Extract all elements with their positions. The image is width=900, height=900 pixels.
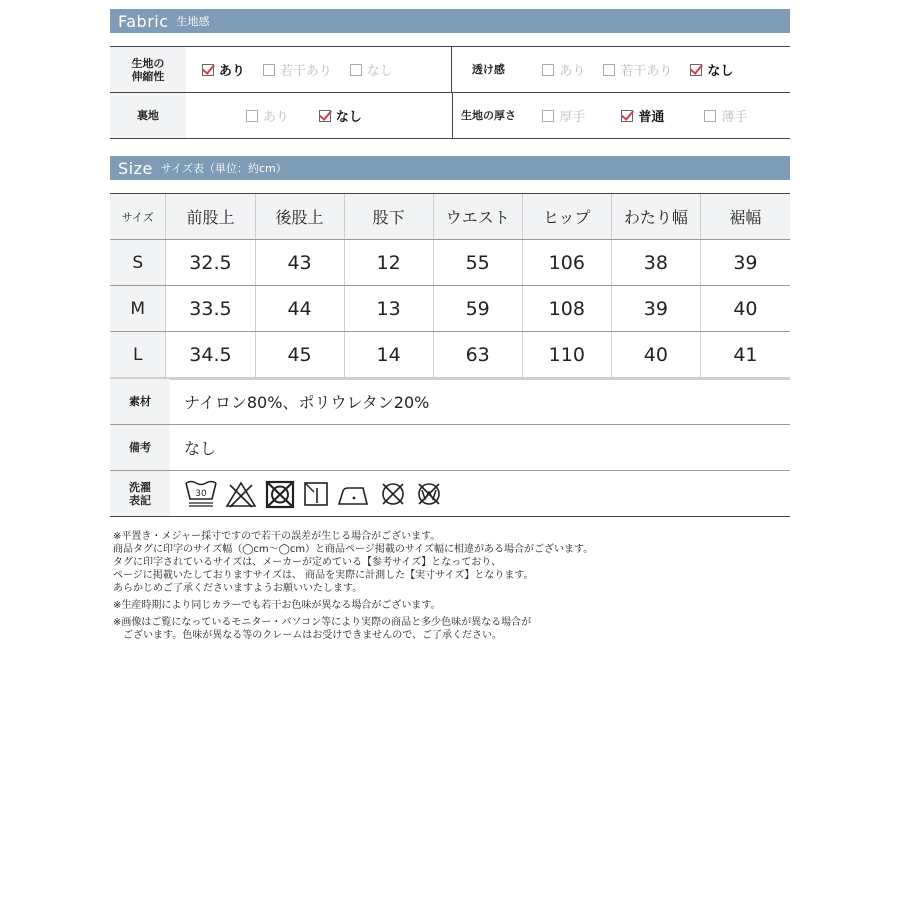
notes [113,530,813,642]
thickness-option-atsude: 厚手 [542,106,585,125]
size-cell: 13 [345,286,434,331]
size-cell: 33.5 [166,286,255,331]
note-line: ございます。色味が異なる等のクレームはお受けできませんので、ご了承ください。 [113,630,502,641]
size-cell: 40 [612,332,701,377]
fabric-section-title: Fabric [118,11,169,31]
size-section-subtitle: サイズ表（単位：約cm） [160,162,287,175]
size-cell: 34.5 [166,332,255,377]
checkbox-checked-icon [202,64,214,76]
care-icons [170,471,444,516]
fabric-section-subtitle: 生地感 [176,15,210,28]
stretch-label: 生地の 伸縮性 [110,47,186,92]
sheer-option-jakkan: 若干あり [603,60,672,79]
material-row [110,379,790,425]
size-cell: 108 [523,286,612,331]
iron-low-icon [336,479,372,509]
svg-text:30: 30 [195,488,207,499]
size-header-cell: わたり幅 [612,194,701,239]
stretch-option-jakkan: 若干あり [263,60,332,79]
fabric-table [110,46,790,139]
no-tumble-dry-icon [264,479,296,509]
checkbox-checked-icon [690,64,702,76]
size-row-label: L [110,332,166,377]
size-cell: 39 [612,286,701,331]
checkbox-empty-icon [542,110,554,122]
size-cell: 40 [733,297,758,320]
lining-option-nashi: なし [319,106,362,125]
size-cell: 45 [256,332,345,377]
table-row [110,286,790,332]
remarks-row [110,425,790,471]
fabric-row-1 [110,47,790,93]
checkbox-empty-icon [542,64,554,76]
lining-option-ari: あり [246,106,289,125]
size-cell: 59 [434,286,523,331]
size-cell: 14 [345,332,434,377]
size-cell: 43 [256,240,345,285]
fabric-row-2 [110,93,790,139]
checkbox-empty-icon [263,64,275,76]
info-table [110,379,790,517]
no-dry-clean-icon [378,479,408,509]
size-header-cell: 後股上 [256,194,345,239]
thickness-option-usude: 薄手 [704,106,747,125]
checkbox-empty-icon [704,110,716,122]
size-table-header [110,194,790,240]
note-line: タグに印字されているサイズは、メーカーが定めている【参考サイズ】となっており、 [113,557,502,568]
sheer-label: 透け感 [451,47,524,92]
checkbox-empty-icon [350,64,362,76]
table-row [110,240,790,286]
lining-options [186,93,452,138]
size-cell: 32.5 [166,240,255,285]
sheer-option-nashi: なし [690,60,733,79]
size-section-header [110,156,790,180]
note-line: あらかじめご了承くださいますようお願いいたします。 [113,583,363,594]
stretch-option-ari: あり [202,60,245,79]
size-section-title: Size [118,158,153,178]
thickness-label: 生地の厚さ [452,93,525,138]
size-table [110,193,790,380]
table-row [110,332,790,380]
stretch-options [186,47,452,92]
size-cell: 44 [256,286,345,331]
size-cell: 106 [523,240,612,285]
care-row [110,471,790,517]
note-line: ページに掲載いたしておりますサイズは、 商品を実際に計測した【実寸サイズ】となります。 [113,570,534,581]
size-cell: 39 [733,251,758,274]
thickness-options [524,93,790,138]
checkbox-checked-icon [319,110,331,122]
size-cell: 38 [612,240,701,285]
size-cell: 55 [434,240,523,285]
stretch-option-nashi: なし [350,60,393,79]
line-dry-shade-icon [302,479,330,509]
size-header-cell: サイズ [110,194,166,239]
checkbox-empty-icon [246,110,258,122]
material-value: ナイロン80%、ポリウレタン20% [184,393,430,412]
size-cell: 110 [523,332,612,377]
size-row-label: S [110,240,166,285]
care-label: 洗濯 表記 [110,471,170,516]
size-header-cell: ヒップ [523,194,612,239]
checkbox-checked-icon [621,110,633,122]
lining-label: 裏地 [110,93,186,138]
sheer-option-ari: あり [542,60,585,79]
material-label: 素材 [110,379,170,424]
size-cell: 41 [733,343,758,366]
remarks-label: 備考 [110,425,170,470]
note-line: ※画像はご覧になっているモニター・パソコン等により実際の商品と多少色味が異なる場合が [113,617,532,628]
size-header-cell: ウエスト [434,194,523,239]
sheer-options [524,47,790,92]
size-row-label: M [110,286,166,331]
size-header-cell: 股下 [345,194,434,239]
note-line: ※生産時期により同じカラーでも若干お色味が異なる場合がございます。 [113,600,441,611]
size-cell: 63 [434,332,523,377]
remarks-value: なし [184,439,217,458]
no-bleach-icon [224,479,258,509]
checkbox-empty-icon [603,64,615,76]
fabric-section-header [110,9,790,33]
size-cell: 12 [345,240,434,285]
no-wet-clean-icon [414,479,444,509]
size-header-cell: 裾幅 [729,208,762,227]
size-header-cell: 前股上 [166,194,255,239]
note-line: ※平置き・メジャー採寸ですので若干の誤差が生じる場合がございます。 [113,531,441,542]
wash-30-icon [184,479,218,509]
note-line: 商品タグに印字のサイズ幅（◯cm〜◯cm）と商品ページ掲載のサイズ幅に相違がある場合がございます。 [113,544,594,555]
thickness-option-futsuu: 普通 [621,106,664,125]
